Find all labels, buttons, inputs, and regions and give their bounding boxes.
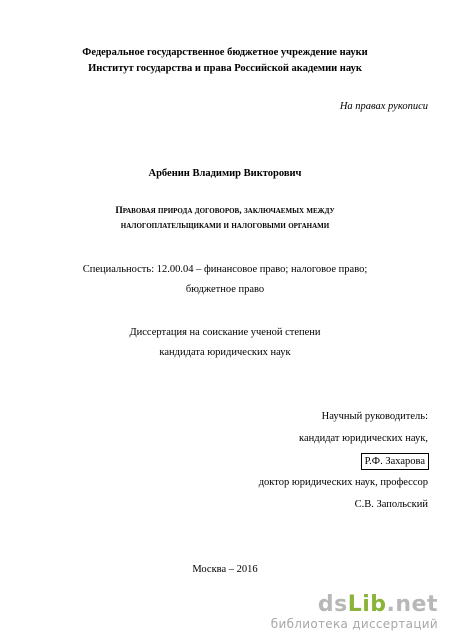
consultant-degree: доктор юридических наук, профессор <box>258 477 428 488</box>
place-year: Москва – 2016 <box>192 564 258 575</box>
supervisor-name: Р.Ф. Захарова <box>361 453 429 470</box>
watermark-net: .net <box>386 592 438 617</box>
institution-line-1: Федеральное государственное бюджетное учреждение науки <box>82 47 368 58</box>
watermark-subtitle: библиотека диссертаций <box>270 617 438 631</box>
dissertation-purpose-line-2: кандидата юридических наук <box>159 347 291 358</box>
consultant-name: С.В. Запольский <box>354 499 428 510</box>
specialty-line-2: бюджетное право <box>185 284 265 295</box>
watermark-ds: ds <box>317 592 348 617</box>
rights-note: На правах рукописи <box>339 101 428 112</box>
institution-line-2: Институт государства и права Российской академии наук <box>88 63 362 74</box>
dslib-logo <box>271 593 438 617</box>
author-name: Арбенин Владимир Викторович <box>148 168 302 179</box>
dissertation-title-line-1: Правовая природа договоров, заключаемых между <box>115 206 335 216</box>
supervisor-degree: кандидат юридических наук, <box>299 433 428 444</box>
specialty-line-1: Специальность: 12.00.04 – финансовое право; налоговое право; <box>82 264 368 275</box>
dissertation-title-line-2: налогоплательщиками и налоговыми органами <box>120 221 330 231</box>
watermark-lib: Lib <box>347 592 387 617</box>
dslib-watermark <box>271 593 438 631</box>
dissertation-purpose-line-1: Диссертация на соискание ученой степени <box>129 327 321 338</box>
supervisor-name-box <box>361 453 429 470</box>
supervisor-label: Научный руководитель: <box>321 411 428 422</box>
